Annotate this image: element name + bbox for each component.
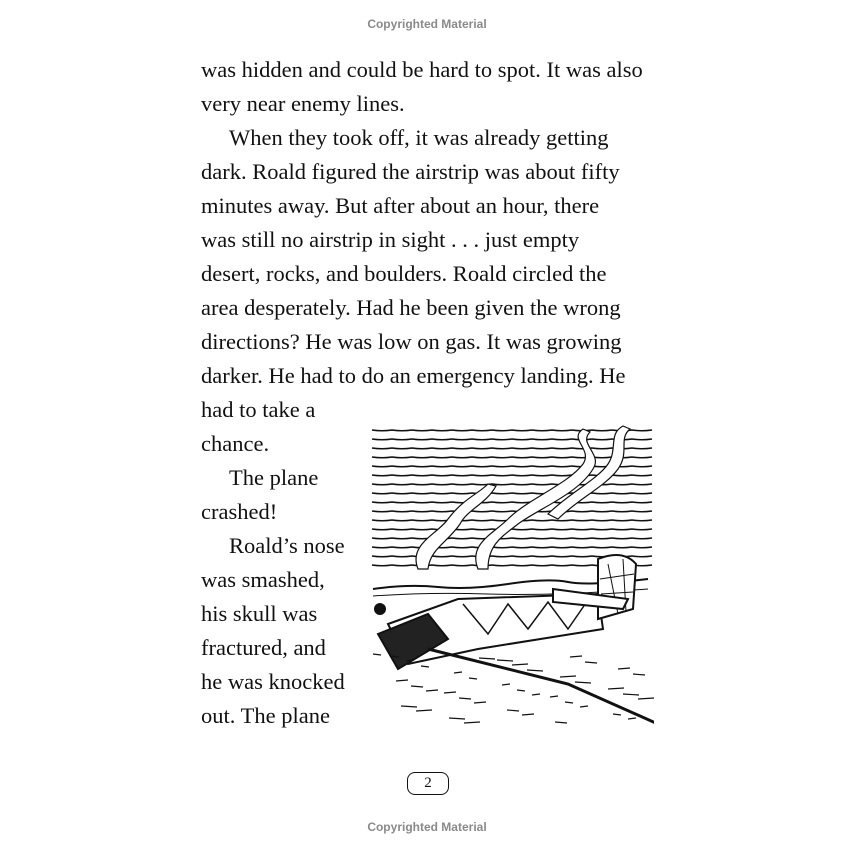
ground-hatch — [555, 722, 567, 723]
text-line: The plane — [229, 465, 319, 490]
ground-hatch — [454, 672, 462, 673]
ground-hatch — [608, 688, 624, 689]
ground-hatch — [585, 662, 597, 663]
ground-hatch — [507, 710, 519, 711]
ground-hatch — [474, 702, 486, 703]
text-line: dark. Roald figured the airstrip was about fifty — [201, 159, 620, 184]
text-line: directions? He was low on gas. It was growing — [201, 329, 622, 354]
ground-hatch — [411, 686, 423, 687]
ground-hatch — [550, 696, 558, 697]
ground-hatch — [401, 706, 417, 707]
ground-hatch — [449, 718, 465, 719]
page-number: 2 — [407, 772, 449, 795]
text-line: minutes away. But after about an hour, there — [201, 193, 600, 218]
sky-hatch-line — [372, 430, 652, 431]
ground-hatch — [426, 690, 438, 691]
text-line: area desperately. Had he been given the wrong — [201, 295, 621, 320]
ground-hatch — [532, 694, 540, 695]
copyright-watermark-bottom: Copyrighted Material — [367, 820, 487, 834]
text-line: crashed! — [201, 499, 278, 524]
ground-hatch — [373, 654, 381, 655]
ground-hatch — [512, 664, 528, 665]
ground-hatch — [638, 698, 654, 699]
ground-hatch — [633, 674, 645, 675]
text-line: desert, rocks, and boulders. Roald circled the — [201, 261, 607, 286]
ground-hatch — [628, 718, 636, 719]
sky-hatch-line — [372, 502, 652, 503]
ground-hatch — [613, 714, 621, 715]
sky-hatch-line — [372, 511, 652, 512]
ground-hatch — [479, 658, 495, 659]
sky-hatch-line — [372, 538, 652, 539]
text-line: had to take a — [201, 397, 316, 422]
ground-hatch — [469, 678, 477, 679]
ground-hatch — [396, 680, 408, 681]
text-line: chance. — [201, 431, 270, 456]
ground-hatch — [565, 702, 573, 703]
sky-hatch-line — [372, 448, 652, 449]
text-line: fractured, and — [201, 635, 326, 660]
ground-hatch — [560, 676, 576, 677]
text-line: he was knocked — [201, 669, 345, 694]
ground-hatch — [527, 670, 543, 671]
sky-hatch-line — [372, 457, 652, 458]
sky-hatch-line — [372, 439, 652, 440]
text-line: out. The plane — [201, 703, 330, 728]
text-line: darker. He had to do an emergency landing. He — [201, 363, 626, 388]
text-line: When they took off, it was already getting — [229, 125, 609, 150]
ground-hatch — [497, 660, 513, 661]
ground-hatch — [444, 692, 456, 693]
ground-hatch — [416, 710, 432, 711]
ground-hatch — [502, 684, 510, 685]
text-line: Roald’s nose — [229, 533, 345, 558]
crashed-plane — [375, 555, 654, 724]
ground-hatch — [459, 698, 471, 699]
text-line: was smashed, — [201, 567, 325, 592]
copyright-watermark-top: Copyrighted Material — [367, 17, 487, 31]
text-line: was hidden and could be hard to spot. It was also — [201, 57, 643, 82]
ground-hatch — [464, 722, 480, 723]
plane-crash-illustration — [368, 424, 654, 730]
sky-hatch-line — [372, 547, 652, 548]
sky-hatch-line — [372, 484, 652, 485]
ground-hatch — [580, 706, 588, 707]
text-line: his skull was — [201, 601, 318, 626]
ground-hatch — [522, 714, 534, 715]
sky-hatch-line — [372, 493, 652, 494]
ground-hatch — [623, 694, 639, 695]
ground-hatch — [618, 668, 630, 669]
text-line: was still no airstrip in sight . . . just empty — [201, 227, 580, 252]
ground-hatch — [421, 666, 429, 667]
text-line: very near enemy lines. — [201, 91, 405, 116]
ground-hatch — [575, 682, 591, 683]
ground-hatch — [517, 690, 525, 691]
ground-hatch — [570, 656, 582, 657]
